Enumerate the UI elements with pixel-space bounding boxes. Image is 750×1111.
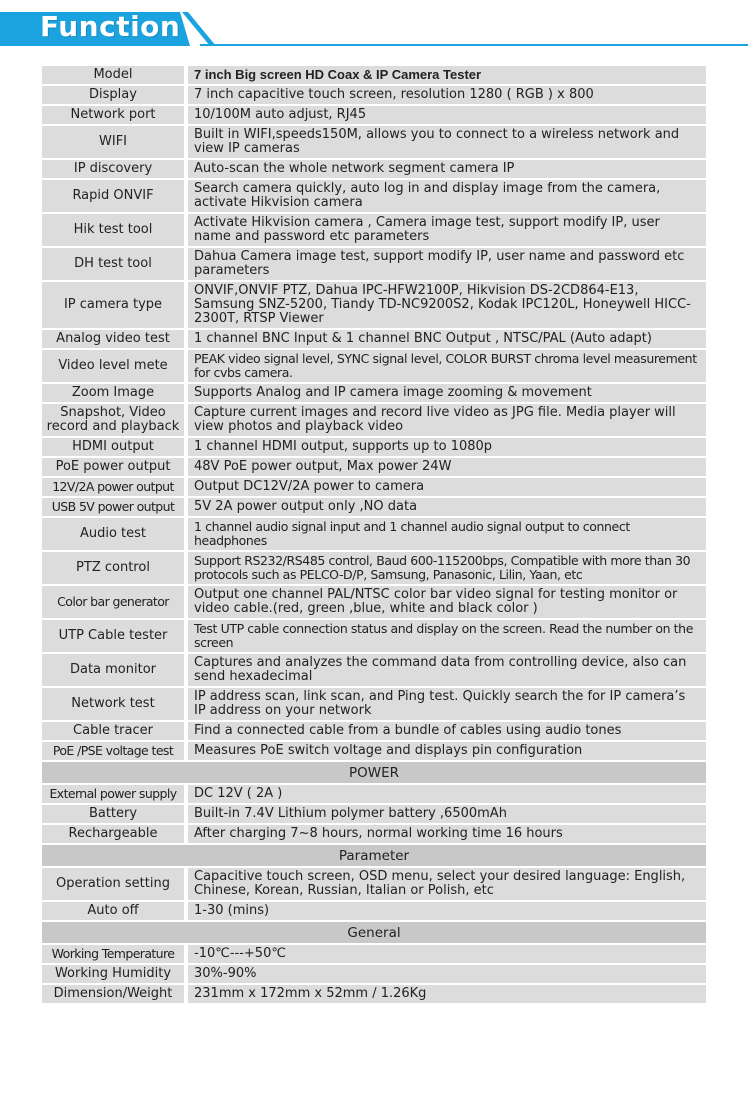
spec-value: DC 12V ( 2A )	[188, 785, 706, 803]
spec-row	[42, 384, 706, 402]
spec-label: Data monitor	[42, 654, 188, 686]
spec-row	[42, 742, 706, 760]
spec-value: Test UTP cable connection status and display on the screen. Read the number on the screen	[188, 620, 706, 652]
spec-value: 1 channel audio signal input and 1 channel audio signal output to connect headphones	[188, 518, 706, 550]
spec-value: Output one channel PAL/NTSC color bar video signal for testing monitor or video cable.(red, green ,blue, white and black color )	[188, 586, 706, 618]
spec-value: Dahua Camera image test, support modify IP, user name and password etc parameters	[188, 248, 706, 280]
spec-label: Model	[42, 66, 188, 84]
spec-label: HDMI output	[42, 438, 188, 456]
spec-label: Display	[42, 86, 188, 104]
spec-label: Rapid ONVIF	[42, 180, 188, 212]
spec-row	[42, 552, 706, 584]
spec-label: Operation setting	[42, 868, 188, 900]
spec-row	[42, 180, 706, 212]
spec-label: WIFI	[42, 126, 188, 158]
spec-row	[42, 404, 706, 436]
spec-label: PTZ control	[42, 552, 188, 584]
spec-row	[42, 965, 706, 983]
spec-value: Output DC12V/2A power to camera	[188, 478, 706, 496]
spec-label: USB 5V power output	[42, 498, 188, 516]
spec-label: DH test tool	[42, 248, 188, 280]
spec-row	[42, 688, 706, 720]
section-header	[42, 762, 706, 783]
spec-row	[42, 66, 706, 84]
spec-value: IP address scan, link scan, and Ping test. Quickly search the for IP camera’s IP address on your network	[188, 688, 706, 720]
spec-label: Zoom Image	[42, 384, 188, 402]
spec-label: Hik test tool	[42, 214, 188, 246]
spec-label: Dimension/Weight	[42, 985, 188, 1003]
spec-label: Audio test	[42, 518, 188, 550]
spec-row	[42, 350, 706, 382]
spec-value: 1-30 (mins)	[188, 902, 706, 920]
spec-row	[42, 498, 706, 516]
spec-row	[42, 248, 706, 280]
spec-label: Snapshot, Video record and playback	[42, 404, 188, 436]
section-title: General	[42, 922, 706, 943]
spec-row	[42, 160, 706, 178]
spec-value: Supports Analog and IP camera image zooming & movement	[188, 384, 706, 402]
spec-label: External power supply	[42, 785, 188, 803]
spec-table	[42, 64, 706, 1005]
spec-value: 7 inch Big screen HD Coax & IP Camera Tester	[188, 66, 706, 84]
spec-value: Built in WIFI,speeds150M, allows you to connect to a wireless network and view IP cameras	[188, 126, 706, 158]
spec-value: -10℃---+50℃	[188, 945, 706, 963]
spec-label: Network test	[42, 688, 188, 720]
spec-value: After charging 7~8 hours, normal working time 16 hours	[188, 825, 706, 843]
spec-label: IP camera type	[42, 282, 188, 328]
spec-value: Support RS232/RS485 control, Baud 600-115200bps, Compatible with more than 30 protocols such as PELCO-D/P, Samsung, Panasonic, Lilin, Yaan, etc	[188, 552, 706, 584]
section-title: POWER	[42, 762, 706, 783]
spec-row	[42, 438, 706, 456]
spec-row	[42, 86, 706, 104]
spec-row	[42, 518, 706, 550]
spec-row	[42, 785, 706, 803]
spec-label: UTP Cable tester	[42, 620, 188, 652]
spec-label: Auto off	[42, 902, 188, 920]
page-header	[0, 0, 750, 50]
spec-value: Captures and analyzes the command data from controlling device, also can send hexadecimal	[188, 654, 706, 686]
spec-row	[42, 126, 706, 158]
spec-label: Video level mete	[42, 350, 188, 382]
spec-row	[42, 945, 706, 963]
spec-label: Working Humidity	[42, 965, 188, 983]
spec-label: Color bar generator	[42, 586, 188, 618]
spec-value: 5V 2A power output only ,NO data	[188, 498, 706, 516]
spec-label: 12V/2A power output	[42, 478, 188, 496]
spec-row	[42, 282, 706, 328]
section-header	[42, 922, 706, 943]
page-title: Function	[40, 10, 181, 43]
header-rule	[200, 44, 748, 46]
spec-label: Rechargeable	[42, 825, 188, 843]
section-header	[42, 845, 706, 866]
spec-row	[42, 330, 706, 348]
spec-label: Battery	[42, 805, 188, 823]
spec-value: PEAK video signal level, SYNC signal level, COLOR BURST chroma level measurement for cvbs camera.	[188, 350, 706, 382]
spec-label: PoE power output	[42, 458, 188, 476]
spec-value: Activate Hikvision camera , Camera image test, support modify IP, user name and password etc parameters	[188, 214, 706, 246]
spec-value: Built-in 7.4V Lithium polymer battery ,6500mAh	[188, 805, 706, 823]
spec-row	[42, 868, 706, 900]
spec-label: Analog video test	[42, 330, 188, 348]
spec-label: PoE /PSE voltage test	[42, 742, 188, 760]
spec-value: 1 channel HDMI output, supports up to 1080p	[188, 438, 706, 456]
spec-label: Working Temperature	[42, 945, 188, 963]
spec-label: Cable tracer	[42, 722, 188, 740]
spec-value: Capacitive touch screen, OSD menu, select your desired language: English, Chinese, Korean, Russian, Italian or Polish, etc	[188, 868, 706, 900]
spec-value: Find a connected cable from a bundle of cables using audio tones	[188, 722, 706, 740]
spec-row	[42, 722, 706, 740]
spec-value: Capture current images and record live video as JPG file. Media player will view photos and playback video	[188, 404, 706, 436]
spec-row	[42, 458, 706, 476]
spec-value: 7 inch capacitive touch screen, resolution 1280 ( RGB ) x 800	[188, 86, 706, 104]
spec-row	[42, 902, 706, 920]
spec-row	[42, 985, 706, 1003]
spec-value: 1 channel BNC Input & 1 channel BNC Output , NTSC/PAL (Auto adapt)	[188, 330, 706, 348]
spec-label: IP discovery	[42, 160, 188, 178]
spec-value: Search camera quickly, auto log in and display image from the camera, activate Hikvision camera	[188, 180, 706, 212]
spec-row	[42, 214, 706, 246]
spec-row	[42, 478, 706, 496]
spec-value: Auto-scan the whole network segment camera IP	[188, 160, 706, 178]
spec-value: Measures PoE switch voltage and displays pin configuration	[188, 742, 706, 760]
spec-row	[42, 586, 706, 618]
spec-value: 10/100M auto adjust, RJ45	[188, 106, 706, 124]
spec-label: Network port	[42, 106, 188, 124]
spec-value: 231mm x 172mm x 52mm / 1.26Kg	[188, 985, 706, 1003]
spec-row	[42, 106, 706, 124]
spec-row	[42, 620, 706, 652]
spec-value: 30%-90%	[188, 965, 706, 983]
section-title: Parameter	[42, 845, 706, 866]
spec-row	[42, 805, 706, 823]
spec-row	[42, 825, 706, 843]
spec-value: ONVIF,ONVIF PTZ, Dahua IPC-HFW2100P, Hikvision DS-2CD864-E13, Samsung SNZ-5200, Tiandy TD-NC9200S2, Kodak IPC120L, Honeywell HICC-2300T, RTSP Viewer	[188, 282, 706, 328]
spec-value: 48V PoE power output, Max power 24W	[188, 458, 706, 476]
spec-row	[42, 654, 706, 686]
